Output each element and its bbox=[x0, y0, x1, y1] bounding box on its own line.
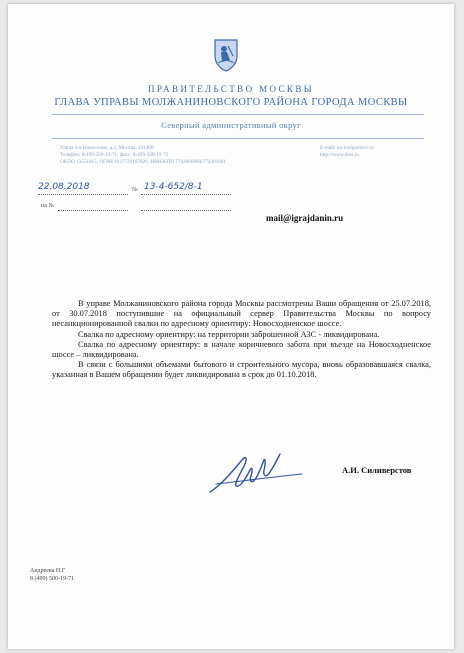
registration-number: 13-4-652/8-1 bbox=[144, 182, 203, 192]
reference-underline bbox=[141, 210, 231, 211]
signer-name: А.И. Силиверстов bbox=[342, 465, 412, 475]
letter-body bbox=[52, 299, 431, 381]
body-paragraph: В связи с большими объемами бытового и строительного мусора, вновь образовавшаяся свалка, указанная в Вашем обращении будет ликвидирована в срок до 01.10.2018. bbox=[52, 360, 431, 380]
number-label: № bbox=[132, 187, 138, 193]
body-paragraph: В управе Молжаниновского района города Москвы рассмотрены Ваши обращения от 25.07.2018, от 30.07.2018 поступившие на официальный сервер Правительства Москвы по вопросу несанкционированной свалки по адресному ориентиру: Новосходненское шоссе. bbox=[52, 299, 431, 329]
executor-info bbox=[30, 567, 74, 583]
government-title: ПРАВИТЕЛЬСТВО МОСКВЫ bbox=[147, 84, 314, 94]
address-line: Улица 4-я Новоселки, д.2, Москва, 141400 bbox=[60, 145, 154, 151]
letter-page bbox=[8, 4, 454, 649]
email-line: E-mail: uo-molganinov.ru bbox=[320, 145, 374, 151]
addressee-email: mail@igrajdanin.ru bbox=[266, 213, 344, 223]
contact-details-right bbox=[320, 145, 374, 159]
reference-label: на № bbox=[41, 203, 55, 209]
registration-date: 22.08.2018 bbox=[38, 182, 90, 192]
header-divider bbox=[52, 114, 424, 115]
website-line: http://www.mos.ru bbox=[320, 152, 359, 158]
reference-underline bbox=[58, 210, 128, 211]
body-paragraph: Свалка по адресному ориентиру: в начале коричневого забота при въезде на Новосходненское шоссе – ликвидирована. bbox=[52, 339, 431, 360]
moscow-coat-of-arms-icon bbox=[213, 38, 239, 72]
codes-line: ОКПО 13551815, ОГРН 1027739107826, ИНН/КПП 7743066869/774301001 bbox=[60, 159, 226, 165]
header-divider bbox=[52, 138, 424, 139]
handwritten-signature bbox=[206, 448, 312, 500]
date-underline bbox=[38, 194, 128, 195]
district-title: Северный административный округ bbox=[161, 120, 301, 130]
authority-title: ГЛАВА УПРАВЫ МОЛЖАНИНОВСКОГО РАЙОНА ГОРОДА МОСКВЫ bbox=[54, 97, 408, 108]
phone-line: Телефон: 8-499-500-19-71, факс: 8-499-500-19-72 bbox=[60, 152, 169, 158]
executor-phone: 8 (499) 500-19-71 bbox=[30, 576, 74, 582]
body-paragraph: Свалка по адресному ориентиру: на территории заброшенной АЗС - ликвидирована. bbox=[78, 329, 380, 339]
contact-details bbox=[60, 145, 226, 166]
number-underline bbox=[141, 194, 231, 195]
executor-name: Андреева Н.Г bbox=[30, 568, 66, 574]
